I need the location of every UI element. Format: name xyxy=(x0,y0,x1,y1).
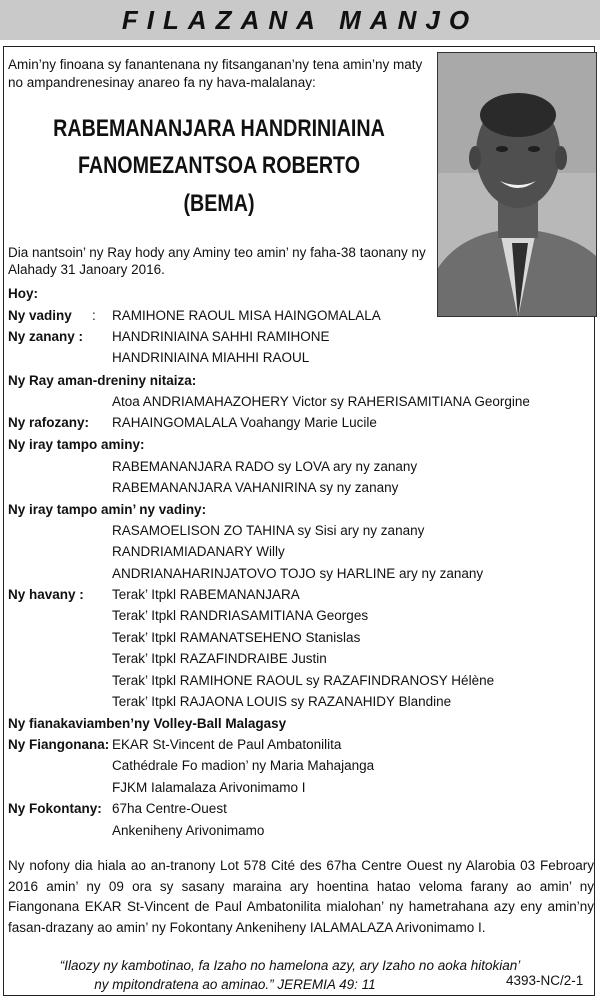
iray-tampo-vadiny-item: ANDRIANAHARINJATOVO TOJO sy HARLINE ary ny zanany xyxy=(112,566,484,581)
deceased-nickname: (BEMA) xyxy=(183,190,255,217)
death-notice: Dia nantsoin’ ny Ray hody any Aminy teo amin’ ny faha-38 taonany ny Alahady 31 Janoary 2016. xyxy=(8,245,426,277)
havany-item: Terak’ Itpkl RAMIHONE RAOUL sy RAZAFINDRANOSY Hélène xyxy=(112,673,495,688)
ray-value: Atoa ANDRIAMAHAZOHERY Victor sy RAHERISAMITIANA Georgine xyxy=(112,394,530,409)
havany-item: Terak’ Itpkl RAJAONA LOUIS sy RAZANAHIDY Blandine xyxy=(112,694,452,709)
rafozany-label: Ny rafozany: xyxy=(8,415,90,430)
fiangonana-label: Ny Fiangonana: xyxy=(8,737,110,752)
zanany-item: HANDRINIAINA SAHHI RAMIHONE xyxy=(112,329,330,344)
havany-item: Terak’ Itpkl RANDRIASAMITIANA Georges xyxy=(112,608,369,623)
fiangonana-item: FJKM Ialamalaza Arivonimamo I xyxy=(112,780,306,795)
fianakaviamben-label: Ny fianakaviamben’ny Volley-Ball Malagasy xyxy=(8,716,287,731)
zanany-item: HANDRINIAINA MIAHHI RAOUL xyxy=(112,350,310,365)
havany-label: Ny havany : xyxy=(8,587,84,602)
portrait-photo xyxy=(437,52,597,317)
havany-item: Terak’ Itpkl RAMANATSEHENO Stanislas xyxy=(112,630,361,645)
iray-tampo-aminy-item: RABEMANANJARA RADO sy LOVA ary ny zanany xyxy=(112,459,418,474)
iray-tampo-vadiny-label: Ny iray tampo amin’ ny vadiny: xyxy=(8,502,207,517)
iray-tampo-vadiny-item: RANDRIAMIADANARY Willy xyxy=(112,544,285,559)
ray-label: Ny Ray aman-dreniny nitaiza: xyxy=(8,373,197,388)
fiangonana-item: EKAR St-Vincent de Paul Ambatonilita xyxy=(112,737,342,752)
quote-line-1: “Ilaozy ny kambotinao, fa Izaho no hamelona azy, ary Izaho no aoka hitokian’ xyxy=(59,958,521,973)
iray-tampo-vadiny-item: RASAMOELISON ZO TAHINA sy Sisi ary ny zanany xyxy=(112,523,425,538)
fiangonana-item: Cathédrale Fo madion’ ny Maria Mahajanga xyxy=(112,758,375,773)
header-title: FILAZANA MANJO xyxy=(121,5,479,35)
vadiny-value: RAMIHONE RAOUL MISA HAINGOMALALA xyxy=(112,308,381,323)
zanany-label: Ny zanany : xyxy=(8,329,84,344)
header-banner xyxy=(0,0,600,40)
rafozany-value: RAHAINGOMALALA Voahangy Marie Lucile xyxy=(112,415,377,430)
reference-code: 4393-NC/2-1 xyxy=(506,973,584,988)
hoy-label: Hoy: xyxy=(8,286,38,301)
fokontany-label: Ny Fokontany: xyxy=(8,801,102,816)
fokontany-item: 67ha Centre-Ouest xyxy=(112,801,227,816)
portrait-illustration xyxy=(438,53,597,317)
fokontany-item: Ankeniheny Arivonimamo xyxy=(112,823,265,838)
vadiny-colon: : xyxy=(92,308,96,323)
quote-line-2: ny mpitondratena ao aminao.” JEREMIA 49: 11 xyxy=(94,977,376,992)
vadiny-label: Ny vadiny xyxy=(8,308,72,323)
deceased-name-line-2: FANOMEZANTSOA ROBERTO xyxy=(77,152,361,179)
iray-tampo-aminy-item: RABEMANANJARA VAHANIRINA sy ny zanany xyxy=(112,480,399,495)
intro-text: Amin’ny finoana sy fanantenana ny fitsanganan’ny tena amin’ny maty no ampandrenesinay anareo fa ny hava-malalanay: xyxy=(8,57,423,90)
havany-item: Terak’ Itpkl RABEMANANJARA xyxy=(112,587,300,602)
closing-paragraph: Ny nofony dia hiala ao an-tranony Lot 578 Cité des 67ha Centre Ouest ny Alarobia 03 Febroary 2016 amin’ ny 09 ora sy sasany maraina ary hoentina hatao veloma farany ao amin’ ny Fiangonana EKAR St-Vincent de Paul Ambatonilita mialohan’ ny hametrahana azy eny amin’ny fasan-drazany ao amin’ ny Fokontany Ankeniheny IALAMALAZA Arivonimamo I. xyxy=(8,858,594,935)
iray-tampo-aminy-label: Ny iray tampo aminy: xyxy=(8,437,145,452)
deceased-name-line-1: RABEMANANJARA HANDRINIAINA xyxy=(53,115,385,142)
havany-item: Terak’ Itpkl RAZAFINDRAIBE Justin xyxy=(112,651,327,666)
